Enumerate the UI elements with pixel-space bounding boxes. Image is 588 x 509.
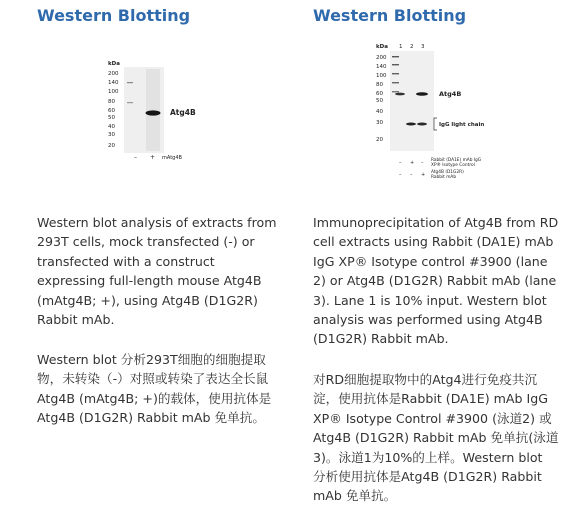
right-heading: Western Blotting [313, 6, 467, 25]
right-lane-2: 2 [410, 44, 414, 50]
left-description-en: Western blot analysis of extracts from 293T cells, mock transfected (-) or transfected with a construct expressing full-length mouse Atg4B (mAtg4B; +), using Atg4B (D1G2R) Rabbit mAb. [37, 215, 277, 328]
left-band-label: Atg4B [170, 108, 196, 117]
right-description-cn: 对RD细胞提取物中的Atg4进行免疫共沉淀，使用抗体是Rabbit (DA1E) mAb IgG XP® Isotype Control #3900 (泳道2) 或 Atg4B (D1G2R) Rabbit mAb 免单抗(泳道3)。泳道1为10%的上样。Western blot 分析使用抗体是Atg4B (D1G2R) Rabbit mAb 免单抗。 [313, 372, 559, 504]
right-marker-30: 30 [376, 120, 383, 126]
right-legend-row1-text-a: Rabbit (DA1E) mAb IgG [431, 158, 482, 163]
left-description-cn: Western blot 分析293T细胞的细胞提取物，未转染（-）对照或转染了表达全长鼠 Atg4B (mAtg4B; +)的载体，使用抗体是 Atg4B (D1G2R) Rabbit mAb 免单抗。 [37, 352, 272, 426]
left-marker-labels [108, 71, 119, 149]
right-legend-row2-text-a: Atg4B (D1G2R) [431, 170, 464, 175]
left-kda-label: kDa [108, 61, 120, 67]
left-marker-140: 140 [108, 80, 119, 86]
right-marker-labels [376, 55, 387, 143]
right-membrane [390, 51, 434, 151]
left-marker-80: 80 [108, 99, 115, 105]
right-marker-50: 50 [376, 98, 383, 104]
left-lane-caption: mAtg4B [162, 155, 182, 161]
right-description-en: Immunoprecipitation of Atg4B from RD cell extracts using Rabbit (DA1E) mAb IgG XP® Isotype control #3900 (lane 2) or Atg4B (D1G2R) Rabbit mAb (lane 3). Lane 1 is 10% input. Western blot analysis was performed using Atg4B (D1G2R) Rabbit mAb. [313, 215, 559, 347]
right-lane-3: 3 [421, 44, 425, 50]
right-marker-100: 100 [376, 73, 387, 79]
right-marker-20: 20 [376, 137, 383, 143]
left-lane-plus: + [150, 154, 156, 161]
left-marker-30: 30 [108, 132, 115, 138]
right-legend-row2-sign3: + [421, 172, 426, 178]
right-lane3-atg4b-band [416, 92, 428, 96]
left-marker-50: 50 [108, 115, 115, 121]
right-marker-140: 140 [376, 64, 387, 70]
right-band-label-atg4b: Atg4B [439, 90, 462, 98]
right-lane2-igg-band [406, 123, 416, 126]
right-marker-40: 40 [376, 109, 383, 115]
right-marker-60: 60 [376, 91, 383, 97]
right-legend-row1-sign1: – [399, 160, 402, 166]
left-marker-60: 60 [108, 108, 115, 114]
left-marker-40: 40 [108, 124, 115, 130]
right-blot-image [373, 38, 543, 188]
right-lane1-atg4b-band [395, 93, 405, 96]
left-atg4b-band [146, 110, 161, 115]
right-lane3-igg-band [417, 123, 427, 126]
right-marker-200: 200 [376, 55, 387, 61]
right-legend-row2-text-b: Rabbit mAb [431, 175, 457, 180]
right-legend-row1-text-b: XP® Isotype Control [431, 163, 475, 168]
left-heading: Western Blotting [37, 6, 191, 25]
right-kda-label: kDa [376, 44, 388, 50]
left-lane-minus: – [134, 154, 137, 161]
right-band-label-igg: IgG light chain [439, 122, 485, 128]
left-lane-smear [146, 69, 160, 151]
left-marker-200: 200 [108, 71, 119, 77]
right-legend-row2-sign1: – [399, 172, 402, 178]
right-lane-1: 1 [399, 44, 403, 50]
right-legend-row1-sign2: + [410, 160, 415, 166]
left-marker-100: 100 [108, 89, 119, 95]
left-marker-20: 20 [108, 143, 115, 149]
right-legend-row1-sign3: – [421, 160, 424, 166]
right-legend-row2-sign2: – [410, 172, 413, 178]
right-marker-80: 80 [376, 82, 383, 88]
left-blot-image [102, 56, 222, 166]
